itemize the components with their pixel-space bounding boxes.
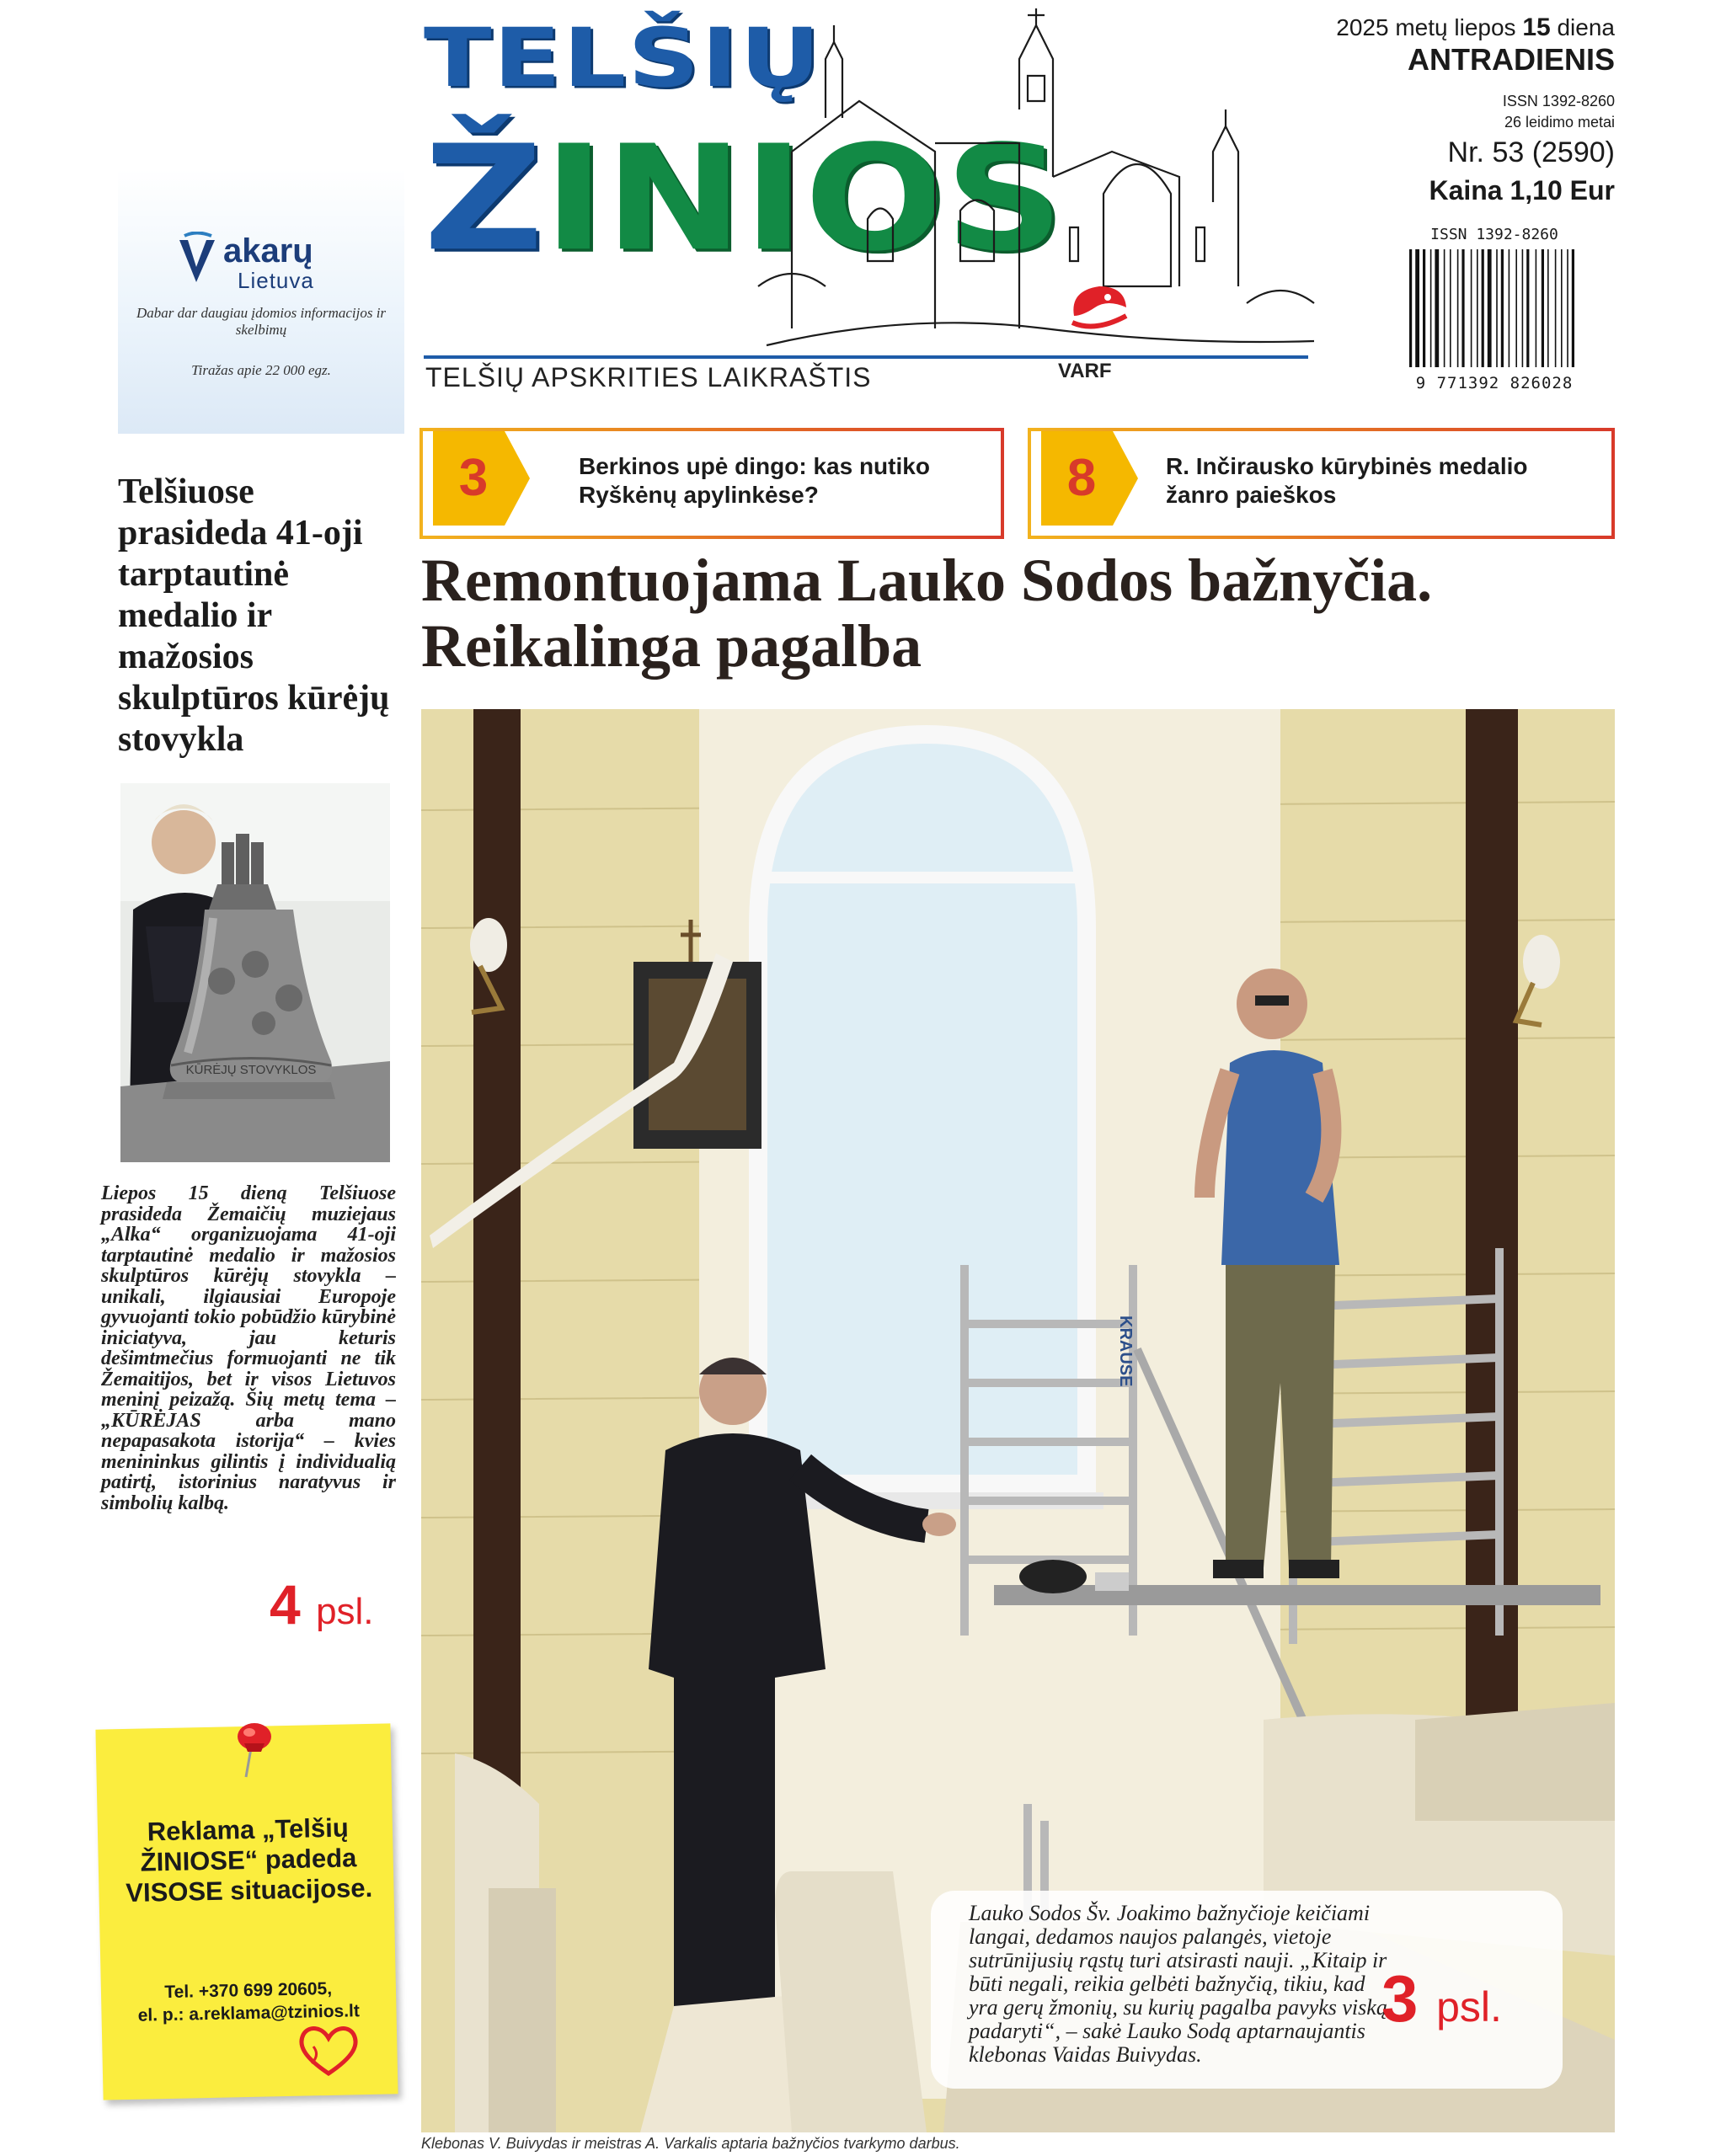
- main-caption-text: Lauko Sodos Šv. Joakimo bažnyčioje keičiami langai, dedamos naujos palangės, vietoje sutrūnijusių rąstų turi atsirasti nauji. „Kitaip ir būti negali, reikia gelbėti bažnyčią, tikiu, kad yra gerų žmonių, su kurių pagalba pavyks viską padaryti“, – sakė Lauko Sodą aptarnaujantis klebonas Vaidas Buivydas.: [969, 1901, 1387, 2067]
- barcode-bar: [1561, 249, 1563, 367]
- barcode-bar: [1430, 249, 1432, 367]
- barcode-bar: [1515, 249, 1517, 367]
- side-story-headline: Telšiuose prasideda 41-oji tarptautinė medalio ir mažosios skulptūros kūrėjų stovykla: [118, 472, 390, 759]
- teaser-1-page: 3: [458, 449, 489, 507]
- ad-title: Reklama „Telšių ŽINIOSE“ padeda VISOSE situacijose.: [125, 1812, 373, 1908]
- side-story-body: Liepos 15 dieną Telšiuose prasideda Žemaičių muziejaus „Alka“ organizuojama 41-oji tarptautinė medalio ir mažosios skulptūros kūrėjų stovykla – unikali, ilgiausiai Europoje gyvuojanti tokio pobūdžio kūrybinė iniciatyva, jau keturis dešimtmečius formuojanti ne tik Žemaitijos, bet ir visos Lietuvos meninį peizažą. Šių metų tema – „KŪRĖJAS arba mano nepapasakota istorija“ – kvies menininkus gilintis į individualią patirtį, istorinius naratyvus ir simbolių kalbą.: [101, 1182, 396, 1514]
- teaser-box-2[interactable]: [1028, 428, 1615, 539]
- teaser-number-badge: [1041, 431, 1142, 532]
- barcode-number: 9 771392 826028: [1415, 374, 1574, 392]
- barcode-bar: [1435, 249, 1439, 367]
- vakaru-lietuva-promo: [118, 168, 404, 434]
- promo-brand: akarų: [223, 232, 313, 270]
- barcode-bar: [1542, 249, 1544, 367]
- varf-logo: [1066, 282, 1131, 334]
- scaffold-label: KRAUSE: [1116, 1315, 1135, 1387]
- side-story-page-ref[interactable]: [270, 1573, 374, 1636]
- issue-number: Nr. 53 (2590): [1447, 136, 1615, 168]
- barcode-bar: [1409, 249, 1412, 367]
- masthead-rule: [424, 355, 1308, 359]
- promo-text: Dabar dar daugiau įdomios informacijos ir skelbimų: [136, 305, 387, 338]
- masthead-title-rest: INIOS: [543, 114, 1064, 284]
- issue-weekday: ANTRADIENIS: [1407, 42, 1615, 77]
- church-sketch-illustration: [741, 8, 1323, 362]
- barcode-bar: [1423, 249, 1425, 367]
- issue-edition: 26 leidimo metai: [1504, 114, 1615, 131]
- main-story-page-ref[interactable]: [1381, 1961, 1502, 2036]
- main-headline[interactable]: Remontuojama Lauko Sodos bažnyčia. Reikalinga pagalba: [421, 547, 1433, 680]
- barcode-bar: [1450, 249, 1451, 367]
- barcode-bar: [1415, 249, 1419, 367]
- ad-phone: Tel. +370 699 20605,: [164, 1978, 333, 2003]
- barcode-bar: [1509, 249, 1510, 367]
- issue-date: [1336, 13, 1615, 42]
- masthead-title-letter: Ž: [424, 114, 544, 284]
- barcode-bar: [1501, 249, 1504, 367]
- bell-photo: [120, 783, 390, 1162]
- bell-inscription: KŪRĖJŲ STOVYKLOS: [185, 1063, 317, 1077]
- barcode-bar: [1572, 249, 1574, 367]
- barcode-bar: [1444, 249, 1445, 367]
- barcode-bar: [1555, 249, 1557, 367]
- issue-issn: ISSN 1392-8260: [1502, 93, 1615, 109]
- main-story-page-unit: psl.: [1436, 1983, 1502, 2031]
- promo-circulation: Tiražas apie 22 000 egz.: [191, 362, 331, 378]
- teaser-box-1[interactable]: [419, 428, 1004, 539]
- barcode-bar: [1536, 249, 1537, 367]
- masthead-title-line1: TELŠIŲ: [424, 9, 822, 105]
- sponsor-label: VARF: [1058, 360, 1112, 382]
- barcode-bar: [1547, 249, 1549, 367]
- barcode-issn: ISSN 1392-8260: [1430, 226, 1558, 243]
- teaser-number-badge: [433, 431, 534, 532]
- photo-credit: Klebonas V. Buivydas ir meistras A. Varkalis aptaria bažnyčios tvarkymo darbus.: [421, 2135, 960, 2152]
- barcode-bar: [1488, 249, 1492, 367]
- barcode-bar: [1522, 249, 1524, 367]
- ad-email[interactable]: el. p.: a.reklama@tzinios.lt: [137, 2001, 361, 2025]
- issue-price: Kaina 1,10 Eur: [1429, 175, 1615, 205]
- teaser-2-page: 8: [1066, 449, 1097, 507]
- barcode-bar: [1496, 249, 1498, 367]
- pushpin-icon: [227, 1718, 278, 1781]
- barcode-bar: [1567, 249, 1568, 367]
- barcode-bar: [1461, 249, 1464, 367]
- barcode-bar: [1526, 249, 1529, 367]
- barcode-bar: [1471, 249, 1472, 367]
- barcode-bar: [1482, 249, 1484, 367]
- ad-contact: [109, 1977, 387, 2028]
- heart-icon: [295, 2021, 362, 2080]
- main-story-page-number: 3: [1381, 1961, 1419, 2036]
- masthead-subtitle: TELŠIŲ APSKRITIES LAIKRAŠTIS: [425, 362, 872, 392]
- barcode-bar: [1457, 249, 1459, 367]
- teaser-2-text: R. Inčirausko kūrybinės medalio žanro paieškos: [1166, 453, 1528, 508]
- promo-brand-sub: Lietuva: [238, 268, 314, 293]
- date-suffix: diena: [1557, 14, 1615, 40]
- barcode-bar: [1477, 249, 1478, 367]
- side-story-page-unit: psl.: [316, 1591, 374, 1632]
- side-story-page-number: 4: [270, 1573, 301, 1636]
- date-day: 15: [1522, 13, 1551, 41]
- date-prefix: 2025 metų liepos: [1336, 14, 1516, 40]
- teaser-1-text: Berkinos upė dingo: kas nutiko Ryškėnų apylinkėse?: [579, 453, 930, 508]
- barcode: [1403, 226, 1586, 390]
